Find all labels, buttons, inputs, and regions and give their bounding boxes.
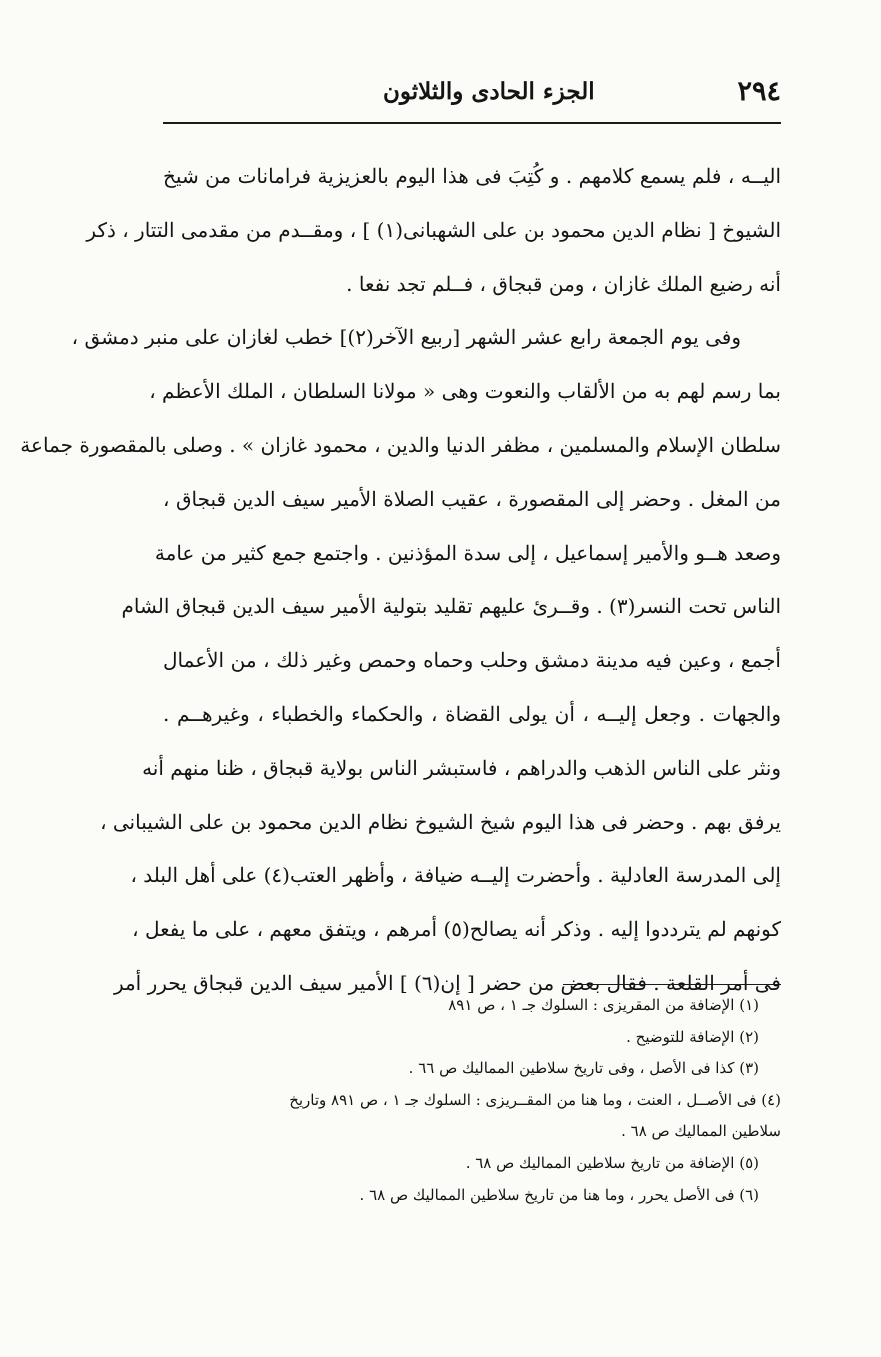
- footnote-line: (١) الإضافة من المقريزى : السلوك جـ ١ ، ص ٨٩١: [448, 996, 759, 1014]
- footnote-rule: [563, 984, 781, 985]
- body-line: سلطان الإسلام والمسلمين ، مظفر الدنيا والدين ، محمود غازان » . وصلى بالمقصورة جماعة: [20, 432, 781, 457]
- body-line: يرفق بهم . وحضر فى هذا اليوم شيخ الشيوخ نظام الدين محمود بن على الشيبانى ،: [100, 809, 781, 834]
- body-line: الشيوخ [ نظام الدين محمود بن على الشهبانى(١) ] ، ومقــدم من مقدمى التتار ، ذكر: [86, 217, 781, 242]
- body-line: وصعد هــو والأمير إسماعيل ، إلى سدة المؤذنين . واجتمع جمع كثير من عامة: [154, 540, 781, 565]
- running-title: الجزء الحادى والثلاثون: [383, 77, 595, 105]
- body-line: أنه رضيع الملك غازان ، ومن قبجاق ، فــلم تجد نفعا .: [346, 271, 781, 296]
- body-line: اليــه ، فلم يسمع كلامهم . و كُتِبَ فى هذا اليوم بالعزيزية فرامانات من شيخ: [163, 164, 781, 188]
- footnote-line: (٦) فى الأصل يحرر ، وما هنا من تاريخ سلاطين المماليك ص ٦٨ .: [359, 1185, 759, 1204]
- footnote-line: (٣) كذا فى الأصل ، وفى تاريخ سلاطين المماليك ص ٦٦ .: [408, 1059, 759, 1078]
- body-line: وفى يوم الجمعة رابع عشر الشهر [ربيع الآخر(٢)] خطب لغازان على منبر دمشق ،: [71, 325, 741, 350]
- footnote-line: (٢) الإضافة للتوضيح .: [626, 1027, 759, 1046]
- body-line: الناس تحت النسر(٣) . وقــرئ عليهم تقليد بتولية الأمير سيف الدين قبجاق الشام: [121, 594, 781, 619]
- body-line: من المغل . وحضر إلى المقصورة ، عقيب الصلاة الأمير سيف الدين قبجاق ،: [163, 486, 781, 511]
- body-line: والجهات . وجعل إليــه ، أن يولى القضاة ، والحكماء والخطباء ، وغيرهــم .: [163, 701, 781, 726]
- page-number: ٢٩٤: [737, 75, 781, 107]
- body-line: إلى المدرسة العادلية . وأحضرت إليــه ضيافة ، وأظهر العتب(٤) على أهل البلد ،: [130, 863, 781, 888]
- body-line: كونهم لم يترددوا إليه . وذكر أنه يصالح(٥) أمرهم ، ويتفق معهم ، على ما يفعل ،: [132, 917, 781, 942]
- footnotes: [163, 990, 781, 1211]
- footnote-line: سلاطين المماليك ص ٦٨ .: [621, 1122, 781, 1141]
- body-line: ونثر على الناس الذهب والدراهم ، فاستبشر الناس بولاية قبجاق ، ظنا منهم أنه: [142, 755, 781, 780]
- body-line: أجمع ، وعين فيه مدينة دمشق وحلب وحماه وحمص وغير ذلك ، من الأعمال: [163, 648, 781, 673]
- footnote-line: (٤) فى الأصــل ، العنت ، وما هنا من المقــريزى : السلوك جـ ١ ، ص ٨٩١ وتاريخ: [289, 1090, 781, 1109]
- footnote-line: (٥) الإضافة من تاريخ سلاطين المماليك ص ٦٨ .: [465, 1153, 759, 1172]
- body-text: [20, 150, 781, 1011]
- header-rule: [163, 122, 781, 124]
- body-line: فى أمر القلعة . فقال بعض من حضر [ إن(٦) ] الأمير سيف الدين قبجاق يحرر أمر: [113, 970, 781, 995]
- body-line: بما رسم لهم به من الألقاب والنعوت وهى « مولانا السلطان ، الملك الأعظم ،: [149, 379, 781, 404]
- running-head: [163, 72, 781, 110]
